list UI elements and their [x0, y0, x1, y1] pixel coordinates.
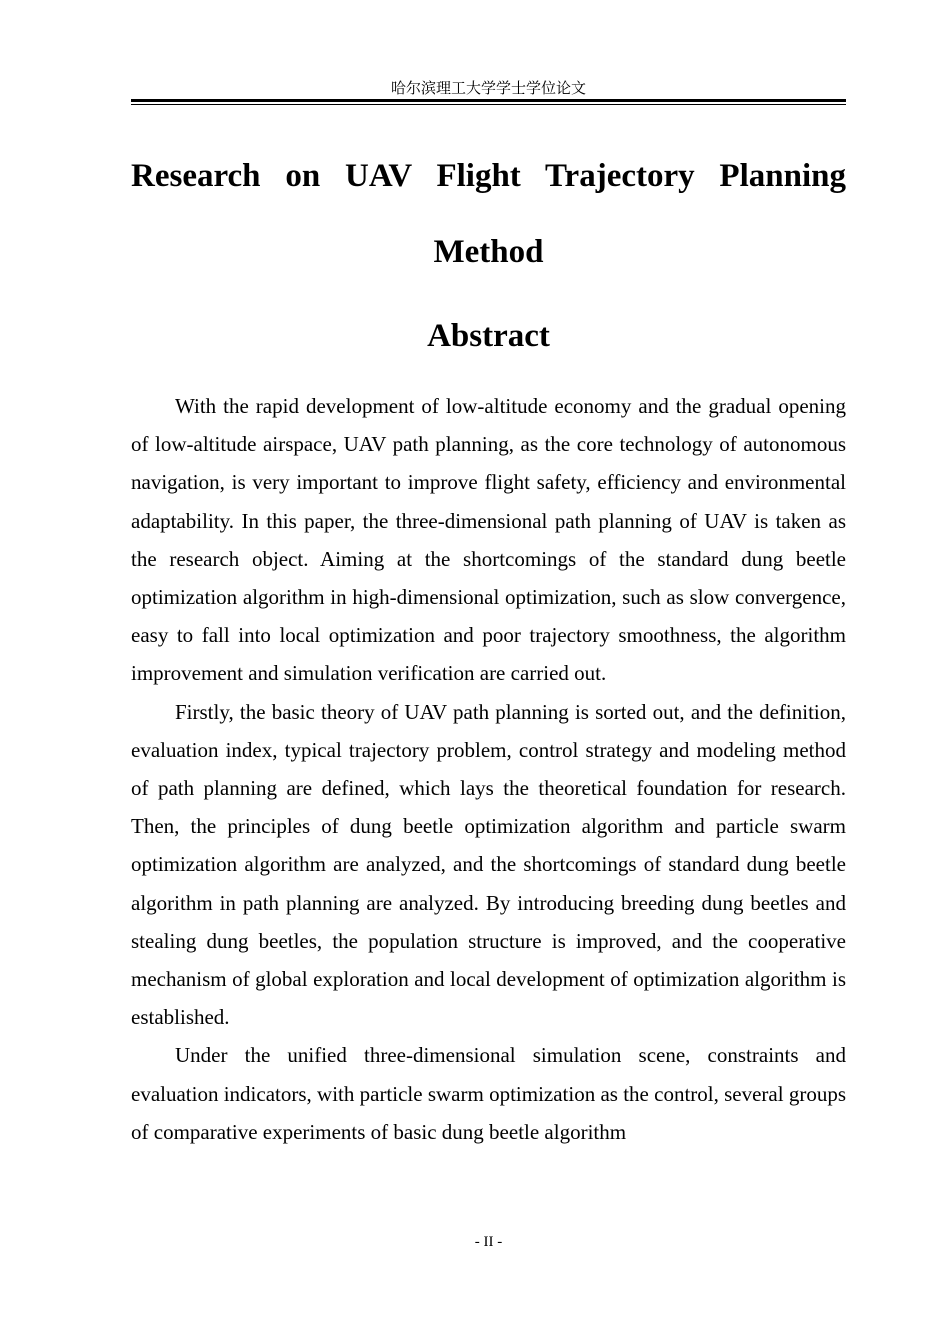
abstract-body	[131, 387, 846, 1151]
thesis-title	[131, 138, 846, 290]
abstract-heading: Abstract	[427, 318, 550, 354]
abstract-paragraph-1: With the rapid development of low-altitude economy and the gradual opening of low-altitude airspace, UAV path planning, as the core technology of autonomous navigation, is very important to improve flight safety, efficiency and environmental adaptability. In this paper, the three-dimensional path planning of UAV is taken as the research object. Aiming at the shortcomings of the standard dung beetle optimization algorithm in high-dimensional optimization, such as slow convergence, easy to fall into local optimization and poor trajectory smoothness, the algorithm improvement and simulation verification are carried out.	[131, 394, 846, 686]
page-number: - II -	[474, 1234, 503, 1250]
header-rule-thick	[131, 99, 846, 102]
abstract-paragraph-2: Firstly, the basic theory of UAV path planning is sorted out, and the definition, evaluation index, typical trajectory problem, control strategy and modeling method of path planning are defined, which lays the theoretical foundation for research. Then, the principles of dung beetle optimization algorithm and particle swarm optimization algorithm are analyzed, and the shortcomings of standard dung beetle algorithm in path planning are analyzed. By introducing breeding dung beetles and stealing dung beetles, the population structure is improved, and the cooperative mechanism of global exploration and local development of optimization algorithm is established.	[131, 699, 846, 1030]
abstract-paragraph-3: Under the unified three-dimensional simulation scene, constraints and evaluation indicators, with particle swarm optimization as the control, several groups of comparative experiments of basic dung beetle algorithm	[131, 1043, 846, 1144]
thesis-title-line-2: Method	[433, 234, 544, 270]
running-header: 哈尔滨理工大学学士学位论文	[390, 79, 586, 97]
header-rule-thin	[131, 104, 846, 105]
thesis-title-line-1: Research on UAV Flight Trajectory Planning	[131, 158, 846, 194]
